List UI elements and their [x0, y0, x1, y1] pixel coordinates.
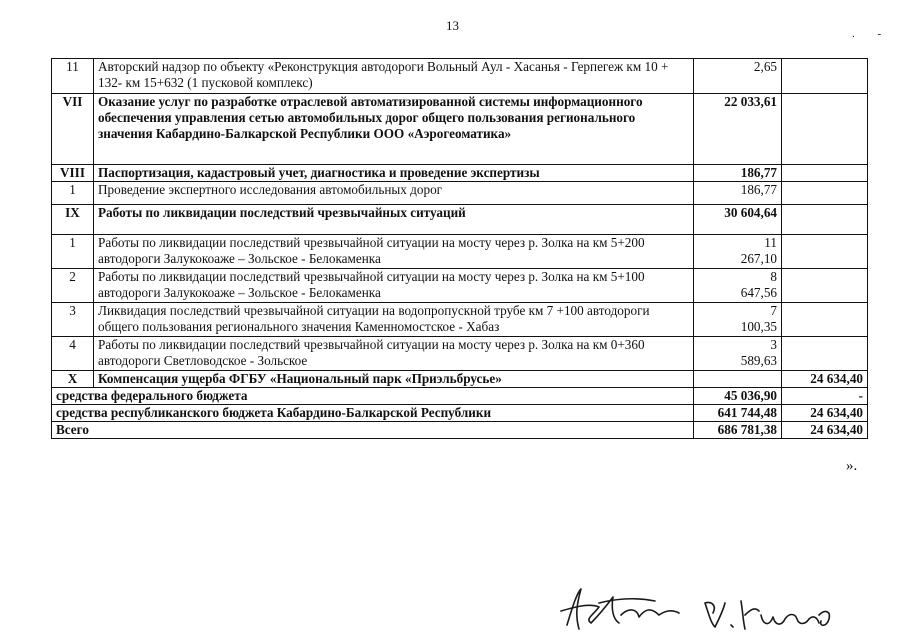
row-value-part: 7: [770, 303, 777, 318]
total-value: 641 744,48: [694, 405, 782, 422]
row-number: 1: [52, 235, 94, 269]
total-value-2: -: [782, 388, 868, 405]
total-value-2: 24 634,40: [782, 405, 868, 422]
table-row: [52, 371, 868, 388]
total-label: средства республиканского бюджета Кабардино-Балкарской Республики: [52, 405, 694, 422]
row-value: [694, 235, 782, 269]
table-row: [52, 59, 868, 94]
row-value-part: 8: [770, 269, 777, 284]
budget-table: [51, 58, 868, 439]
row-value-part: 100,35: [740, 319, 777, 334]
signature-1-stroke: [561, 589, 679, 629]
total-value-2: 24 634,40: [782, 422, 868, 439]
total-row: [52, 388, 868, 405]
row-number: 11: [52, 59, 94, 94]
row-number: 2: [52, 269, 94, 303]
table-row: [52, 205, 868, 235]
row-value: 30 604,64: [694, 205, 782, 235]
row-value-2: [782, 269, 868, 303]
row-value-2: [782, 303, 868, 337]
total-label: Всего: [52, 422, 694, 439]
row-value-part: 3: [770, 337, 777, 352]
row-value: 186,77: [694, 182, 782, 205]
row-value-2: [782, 182, 868, 205]
table-row: [52, 165, 868, 182]
row-number: 4: [52, 337, 94, 371]
row-value-2: [782, 59, 868, 94]
row-value-2: 24 634,40: [782, 371, 868, 388]
row-number: VIII: [52, 165, 94, 182]
row-value: [694, 371, 782, 388]
row-description: Работы по ликвидации последствий чрезвычайных ситуаций: [94, 205, 694, 235]
total-value: 686 781,38: [694, 422, 782, 439]
row-value-2: [782, 235, 868, 269]
table-row: [52, 235, 868, 269]
row-value-2: [782, 94, 868, 165]
row-number: X: [52, 371, 94, 388]
row-value: 22 033,61: [694, 94, 782, 165]
signatures: [555, 585, 855, 640]
row-value-part: 267,10: [740, 251, 777, 266]
row-number: VII: [52, 94, 94, 165]
table-row: [52, 182, 868, 205]
row-value-2: [782, 205, 868, 235]
row-value-part: 647,56: [740, 285, 777, 300]
total-row: [52, 405, 868, 422]
total-value: 45 036,90: [694, 388, 782, 405]
table-row: [52, 94, 868, 165]
row-description: Работы по ликвидации последствий чрезвычайной ситуации на мосту через р. Золка на км 5+100 автодороги Залукокоаже – Зольское - Белокаменка: [94, 269, 694, 303]
row-description: Оказание услуг по разработке отраслевой автоматизированной системы информационного обеспечения управления сетью автомобильных дорог общего пользования регионального значения Кабардино-Балкарской Республики ООО «Аэрогеоматика»: [94, 94, 694, 165]
total-label: средства федерального бюджета: [52, 388, 694, 405]
row-value: [694, 303, 782, 337]
table-row: [52, 337, 868, 371]
closing-quote: ».: [846, 458, 858, 474]
row-value-part: 589,63: [740, 353, 777, 368]
row-description: Авторский надзор по объекту «Реконструкция автодороги Вольный Аул - Хасанья - Герпегеж км 10 + 132- км 15+632 (1 пусковой комплекс): [94, 59, 694, 94]
row-value-2: [782, 165, 868, 182]
row-value: [694, 269, 782, 303]
row-value-part: 11: [764, 235, 777, 250]
row-value: [694, 337, 782, 371]
row-description: Работы по ликвидации последствий чрезвычайной ситуации на мосту через р. Золка на км 5+200 автодороги Залукокоаже – Зольское - Белокаменка: [94, 235, 694, 269]
row-description: Компенсация ущерба ФГБУ «Национальный парк «Приэльбрусье»: [94, 371, 694, 388]
row-value: 2,65: [694, 59, 782, 94]
row-value-2: [782, 337, 868, 371]
table-row: [52, 269, 868, 303]
row-description: Работы по ликвидации последствий чрезвычайной ситуации на мосту через р. Золка на км 0+360 автодороги Светловодское - Зольское: [94, 337, 694, 371]
row-description: Паспортизация, кадастровый учет, диагностика и проведение экспертизы: [94, 165, 694, 182]
row-number: 3: [52, 303, 94, 337]
total-row: [52, 422, 868, 439]
row-number: 1: [52, 182, 94, 205]
table-row: [52, 303, 868, 337]
row-value: 186,77: [694, 165, 782, 182]
row-number: IX: [52, 205, 94, 235]
row-description: Ликвидация последствий чрезвычайной ситуации на водопропускной трубе км 7 +100 автодороги общего пользования регионального значения Каменномостское - Хабаз: [94, 303, 694, 337]
row-description: Проведение экспертного исследования автомобильных дорог: [94, 182, 694, 205]
corner-mark: . -: [852, 28, 892, 40]
page-number: 13: [446, 18, 459, 33]
